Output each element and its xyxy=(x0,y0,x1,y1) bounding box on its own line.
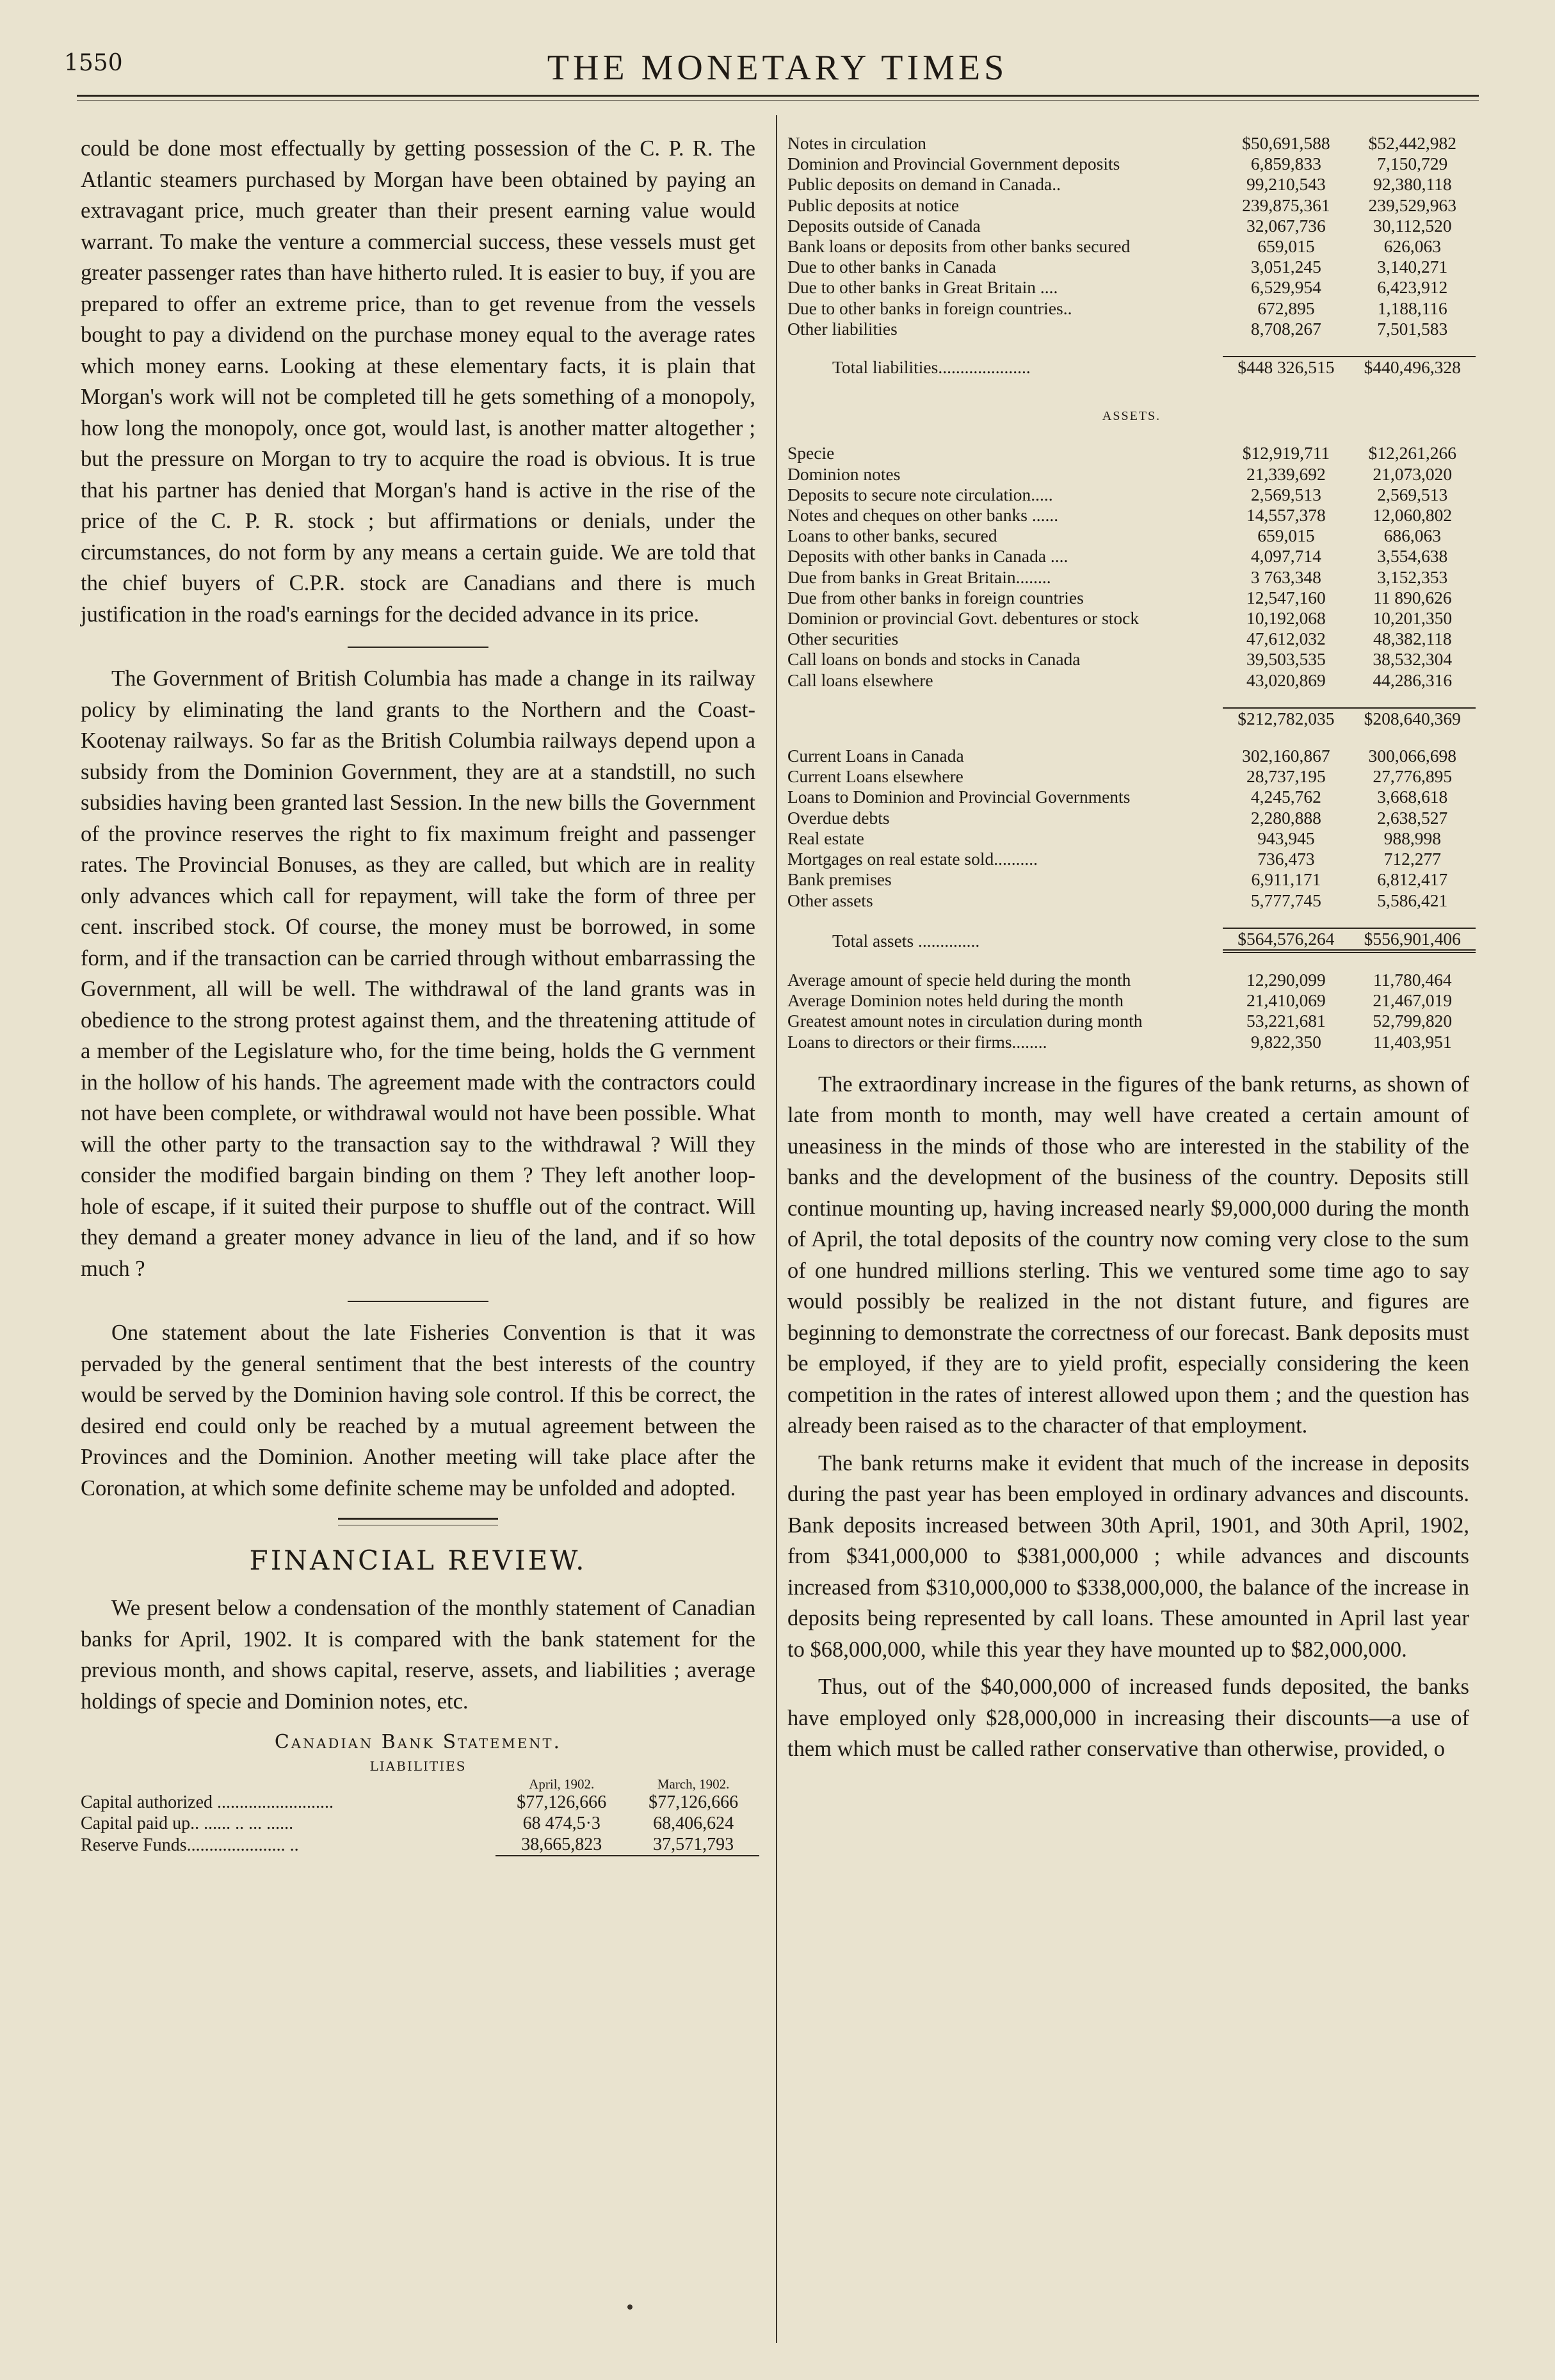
row-april-value: 9,822,350 xyxy=(1250,1031,1321,1052)
row-march-value: $77,126,666 xyxy=(649,1792,739,1812)
row-march-value: 5,586,421 xyxy=(1377,890,1448,910)
table-row xyxy=(787,787,1476,807)
table-row xyxy=(787,629,1476,649)
row-april-value: 21,339,692 xyxy=(1246,463,1326,484)
row-march-value: 44,286,316 xyxy=(1373,670,1453,690)
table-row xyxy=(787,588,1476,608)
row-label: Current Loans elsewhere xyxy=(787,766,963,787)
row-label: Average amount of specie held during the month xyxy=(787,969,1131,990)
row-label: Other assets xyxy=(787,890,873,910)
table-row xyxy=(787,1032,1476,1052)
table-row xyxy=(787,849,1476,869)
row-april-value: 239,875,361 xyxy=(1242,195,1330,215)
row-march-value: 38,532,304 xyxy=(1373,649,1453,670)
table-row xyxy=(787,1011,1476,1031)
row-march-value: 7,150,729 xyxy=(1377,154,1448,174)
row-label: Bank premises xyxy=(787,869,892,890)
table-row xyxy=(787,298,1476,319)
averages-rows xyxy=(787,970,1476,1052)
row-march-value: 2,638,527 xyxy=(1377,807,1448,828)
loans-rows xyxy=(787,746,1476,911)
table-row xyxy=(787,174,1476,195)
row-april-value: 3,051,245 xyxy=(1250,257,1321,277)
assets-rows xyxy=(787,443,1476,690)
row-label: Due to other banks in Canada xyxy=(787,257,997,277)
row-march-value: 11,780,464 xyxy=(1373,969,1452,990)
liabilities-rows xyxy=(787,133,1476,339)
row-march-value: 3,152,353 xyxy=(1377,567,1448,587)
table-row xyxy=(81,1792,759,1813)
separator-rule xyxy=(348,1301,488,1302)
row-april-value: 99,210,543 xyxy=(1246,174,1326,195)
col-april-header: April, 1902. xyxy=(529,1776,595,1792)
row-label: Call loans elsewhere xyxy=(787,670,933,690)
row-march-value: 6,812,417 xyxy=(1377,869,1448,890)
row-label: Notes in circulation xyxy=(787,133,926,153)
table-row xyxy=(787,766,1476,787)
table-row xyxy=(787,746,1476,766)
table-row xyxy=(787,133,1476,154)
row-april-value: 10,192,068 xyxy=(1246,608,1326,629)
row-march-value: 3,140,271 xyxy=(1377,257,1448,277)
row-label: Deposits with other banks in Canada .... xyxy=(787,546,1068,567)
row-label: Bank loans or deposits from other banks secured xyxy=(787,236,1131,257)
paragraph-deposits-increase: The extraordinary increase in the figures of the bank returns, as shown of late from month to month, may well have created a certain amount of uneasiness in the minds of those who are interested in the stability of the banks and the development of the business of the country. Deposits still continue mounting up, having increased nearly $9,000,000 during the month of April, the total deposits of the country now coming very close to the sum of one hundred millions sterling. This we ventured some time ago to say would possibly be realized in the not distant future, and figures are beginning to demonstrate the correctness of our forecast. Bank deposits must be employed, if they are to yield profit, especially considering the keen competition in the rates of interest allowed upon them ; and the question has already been raised as to the character of that employment. xyxy=(787,1072,1469,1438)
row-march-value: 37,571,793 xyxy=(627,1834,759,1856)
col-march-header: March, 1902. xyxy=(657,1776,730,1792)
row-march-value: 3,668,618 xyxy=(1377,787,1448,807)
row-march-value: $12,261,266 xyxy=(1368,443,1457,463)
row-march-value: 2,569,513 xyxy=(1377,484,1448,504)
bank-statement-table xyxy=(787,133,1476,1052)
header-rule xyxy=(77,95,1479,97)
row-april-value: 302,160,867 xyxy=(1242,746,1330,766)
row-march-value: 712,277 xyxy=(1383,849,1441,869)
right-prose xyxy=(787,1069,1469,1765)
row-april-value: 943,945 xyxy=(1257,828,1315,848)
row-april-value: $77,126,666 xyxy=(517,1792,607,1812)
row-march-value: 21,073,020 xyxy=(1373,463,1453,484)
separator-rule xyxy=(348,647,488,648)
table-row xyxy=(787,195,1476,216)
row-label: Public deposits at notice xyxy=(787,195,960,215)
row-april-value: 659,015 xyxy=(1257,236,1315,257)
row-march-value: 6,423,912 xyxy=(1377,277,1448,298)
row-april-value: 43,020,869 xyxy=(1246,670,1326,690)
paragraph-financial-intro: We present below a condensation of the monthly statement of Canadian banks for April, 1902. It is compared with the bank statement for the previous month, and shows capital, reserve, assets, and liabilities ; average holdings of specie and Dominion notes, etc. xyxy=(81,1596,755,1714)
row-label: Capital authorized .......................... xyxy=(81,1792,334,1812)
row-april-value: 68 474,5·3 xyxy=(522,1813,600,1833)
table-row xyxy=(787,526,1476,546)
row-april-value: 53,221,681 xyxy=(1246,1011,1326,1031)
row-march-value: 11,403,951 xyxy=(1373,1031,1452,1052)
row-march-value: 11 890,626 xyxy=(1373,587,1452,607)
row-march-value: 48,382,118 xyxy=(1373,629,1452,649)
row-label: Deposits outside of Canada xyxy=(787,215,981,236)
section-double-rule xyxy=(338,1518,498,1525)
row-april-value: 38,665,823 xyxy=(496,1834,627,1856)
total-liabilities-row: Total liabilities..................... $448 326,515 $440,496,328 xyxy=(787,357,1476,378)
row-label: Average Dominion notes held during the month xyxy=(787,990,1124,1011)
row-march-value: 92,380,118 xyxy=(1373,174,1452,195)
table-row xyxy=(787,216,1476,236)
table-row xyxy=(787,670,1476,691)
row-label: Due from banks in Great Britain........ xyxy=(787,567,1051,587)
row-label: Greatest amount notes in circulation during month xyxy=(787,1011,1143,1031)
row-april-value: 32,067,736 xyxy=(1246,215,1326,236)
row-april-value: 5,777,745 xyxy=(1250,890,1321,910)
row-label: Loans to other banks, secured xyxy=(787,526,997,546)
table-row xyxy=(787,608,1476,629)
table-row xyxy=(787,464,1476,485)
total-assets-row: Total assets .............. $564,576,264 $556,901,406 xyxy=(787,928,1476,951)
row-april-value: 8,708,267 xyxy=(1250,318,1321,339)
subtotal-row: $212,782,035 $208,640,369 xyxy=(787,708,1476,729)
left-column xyxy=(81,133,755,1856)
row-march-value: 12,060,802 xyxy=(1373,505,1453,526)
row-label: Dominion or provincial Govt. debentures or stock xyxy=(787,608,1140,629)
header-rule-thin xyxy=(77,100,1479,101)
row-label: Call loans on bonds and stocks in Canada xyxy=(787,649,1081,670)
row-april-value: 21,410,069 xyxy=(1246,990,1326,1011)
row-april-value: 3 763,348 xyxy=(1250,567,1321,587)
table-row xyxy=(81,1813,759,1834)
row-label: Loans to Dominion and Provincial Governments xyxy=(787,787,1131,807)
paragraph-increased-funds: Thus, out of the $40,000,000 of increased funds deposited, the banks have employed only $28,000,000 in increasing their discounts—a use of them which must be called rather conservative than otherwise, provided, o xyxy=(787,1675,1469,1762)
row-march-value: 27,776,895 xyxy=(1373,766,1453,787)
row-label: Due to other banks in foreign countries.. xyxy=(787,298,1072,318)
row-april-value: 736,473 xyxy=(1257,849,1315,869)
paragraph-bank-returns: The bank returns make it evident that much of the increase in deposits during the past year has been employed in ordinary advances and discounts. Bank deposits increased between 30th April, 1901, and 30th April, 1902, from $341,000,000 to $381,000,000 ; while advances and discounts increased from $310,000,000 to $338,000,000, the balance of the increase in deposits being represented by call loans. These amounted in April last year to $68,000,000, while this year they have mounted up to $82,000,000. xyxy=(787,1451,1469,1662)
table-row xyxy=(787,485,1476,505)
row-label: Public deposits on demand in Canada.. xyxy=(787,174,1061,195)
row-label: Overdue debts xyxy=(787,807,890,828)
row-april-value: $12,919,711 xyxy=(1242,443,1330,463)
table-row xyxy=(81,1834,759,1856)
row-april-value: 6,911,171 xyxy=(1251,869,1321,890)
row-label: Mortgages on real estate sold.......... xyxy=(787,849,1038,869)
table-row xyxy=(787,869,1476,890)
row-label: Other securities xyxy=(787,629,899,649)
table-row xyxy=(787,154,1476,174)
row-april-value: 12,290,099 xyxy=(1246,969,1326,990)
liabilities-subhead: LIABILITIES xyxy=(369,1758,467,1774)
row-label: Capital paid up.. ...... .. ... ...... xyxy=(81,1813,294,1833)
table-row xyxy=(787,443,1476,463)
assets-heading: ASSETS. xyxy=(1102,409,1161,424)
paragraph-british-columbia: The Government of British Columbia has made a change in its railway policy by eliminating the land grants to the Northern and the Coast-Kootenay railways. So far as the British Columbia railways depend upon a subsidy from the Dominion Government, they are at a standstill, no such subsidies having been granted last Session. In the new bills the Government of the province reserves the right to fix maximum freight and passenger rates. The Provincial Bonuses, as they are called, but which are in reality only advances which call for repayment, will take the form of three per cent. inscribed stock. Of course, the money must be borrowed, in some form, and if the transaction can be carried through without embarrassing the Government, all will be well. The withdrawal of the land grants was in obedience to the strong protest against them, and the threatening attitude of a member of the Legislature who, for the time being, holds the G vernment in the hollow of his hands. The agreement made with the contractors could not have been complete, or withdrawal would not have been possible. What will the other party to the transaction say to the withdrawal ? Will they consider the modified bargain binding on them ? They left another loop-hole of escape, if it suited their purpose to shuffle out of the contract. Will they demand a greater money advance in lieu of the land, and if so how much ? xyxy=(81,666,755,1281)
row-label: Specie xyxy=(787,443,835,463)
row-march-value: 21,467,019 xyxy=(1373,990,1453,1011)
ink-spot xyxy=(627,2304,632,2310)
row-april-value: 47,612,032 xyxy=(1246,629,1326,649)
row-april-value: 39,503,535 xyxy=(1246,649,1326,670)
row-march-value: 239,529,963 xyxy=(1368,195,1457,215)
row-label: Reserve Funds...................... .. xyxy=(81,1835,299,1855)
row-april-value: $50,691,588 xyxy=(1242,133,1330,153)
row-label: Other liabilities xyxy=(787,318,898,339)
table-row xyxy=(787,990,1476,1011)
row-label: Real estate xyxy=(787,828,864,848)
masthead-title: THE MONETARY TIMES xyxy=(547,48,1008,88)
table-row xyxy=(787,505,1476,526)
table-header-row xyxy=(81,1776,759,1792)
assets-heading-row xyxy=(787,406,1476,426)
row-label: Dominion and Provincial Government deposits xyxy=(787,154,1120,174)
right-column xyxy=(787,133,1469,1765)
row-label: Due from other banks in foreign countries xyxy=(787,587,1084,607)
row-april-value: 6,529,954 xyxy=(1250,277,1321,298)
row-march-value: 10,201,350 xyxy=(1373,608,1453,629)
row-march-value: 30,112,520 xyxy=(1373,215,1452,236)
table-row xyxy=(787,567,1476,588)
row-april-value: 14,557,378 xyxy=(1246,505,1326,526)
row-march-value: 686,063 xyxy=(1383,526,1441,546)
financial-review-heading: FINANCIAL REVIEW. xyxy=(249,1545,587,1576)
row-april-value: 4,097,714 xyxy=(1250,546,1321,567)
row-march-value: 300,066,698 xyxy=(1368,746,1457,766)
table-row xyxy=(787,257,1476,277)
row-march-value: 7,501,583 xyxy=(1377,318,1448,339)
row-label: Notes and cheques on other banks ...... xyxy=(787,505,1059,526)
row-march-value: 68,406,624 xyxy=(653,1813,734,1833)
table-row xyxy=(787,236,1476,257)
row-march-value: 52,799,820 xyxy=(1373,1011,1453,1031)
row-march-value: 1,188,116 xyxy=(1377,298,1447,318)
column-divider xyxy=(776,115,777,2343)
table-row xyxy=(787,319,1476,339)
table-row xyxy=(787,828,1476,849)
row-label: Loans to directors or their firms........ xyxy=(787,1031,1047,1052)
row-label: Dominion notes xyxy=(787,463,901,484)
row-april-value: 672,895 xyxy=(1257,298,1315,318)
row-april-value: 2,569,513 xyxy=(1250,484,1321,504)
row-label: Current Loans in Canada xyxy=(787,746,964,766)
row-april-value: 2,280,888 xyxy=(1250,807,1321,828)
row-label: Deposits to secure note circulation..... xyxy=(787,484,1053,504)
row-april-value: 28,737,195 xyxy=(1246,766,1326,787)
table-row xyxy=(787,970,1476,990)
row-march-value: 988,998 xyxy=(1383,828,1441,848)
row-march-value: 3,554,638 xyxy=(1377,546,1448,567)
row-march-value: $52,442,982 xyxy=(1368,133,1457,153)
capital-table xyxy=(81,1776,759,1856)
row-april-value: 4,245,762 xyxy=(1250,787,1321,807)
row-label: Due to other banks in Great Britain .... xyxy=(787,277,1058,298)
page-number: 1550 xyxy=(64,50,123,76)
table-row xyxy=(787,890,1476,911)
row-march-value: 626,063 xyxy=(1383,236,1441,257)
row-april-value: 12,547,160 xyxy=(1246,587,1326,607)
table-row xyxy=(787,277,1476,298)
row-april-value: 659,015 xyxy=(1257,526,1315,546)
paragraph-cpr-morgan: could be done most effectually by getting possession of the C. P. R. The Atlantic steamers purchased by Morgan have been obtained by paying an extravagant price, much greater than their present earning value would warrant. To make the venture a commercial success, these vessels must get greater passenger rates than have hitherto ruled. It is easier to buy, if you are prepared to offer an extreme price, than to get revenue from the vessels bought to pay a dividend on the purchase money equal to the average rates which money earns. Looking at these elementary facts, it is plain that Morgan's work will not be completed till he gets something of a monopoly, how long the monopoly, once got, would last, is another matter altogether ; but the pressure on Morgan to try to acquire the road is obvious. It is true that his partner has denied that Morgan's hand is active in the rise of the price of the C. P. R. stock ; but affirmations or denials, under the circumstances, do not form by any means a certain guide. We are told that the chief buyers of C.P.R. stock are Canadians and there is much justification in the road's earnings for the decided advance in its price. xyxy=(81,136,755,627)
table-row xyxy=(787,808,1476,828)
paragraph-fisheries: One statement about the late Fisheries Convention is that it was pervaded by the general sentiment that the best interests of the country would be served by the Dominion having sole control. If this be correct, the desired end could only be reached by a mutual agreement between the Provinces and the Dominion. Another meeting will take place after the Coronation, at which some definite scheme may be unfolded and adopted. xyxy=(81,1321,755,1500)
table-row xyxy=(787,546,1476,567)
row-april-value: 6,859,833 xyxy=(1250,154,1321,174)
statement-title: Canadian Bank Statement. xyxy=(274,1731,562,1753)
table-row xyxy=(787,649,1476,670)
